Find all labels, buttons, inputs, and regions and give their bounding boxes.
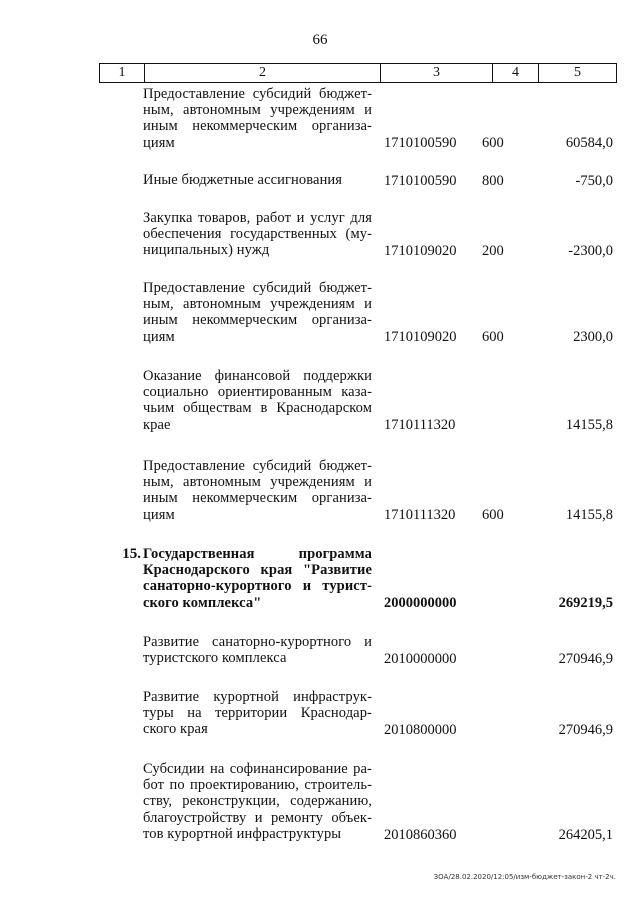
row-amount: -750,0: [575, 172, 613, 189]
row-code: 2000000000: [384, 594, 457, 611]
row-vr: 600: [482, 328, 504, 345]
row-name: Предоставление субсидий бюджет-ным, автономным учреждениям и иным некоммерческим организа-циям: [143, 86, 372, 151]
row-code: 2010800000: [384, 721, 457, 738]
row-name: Развитие курортной инфраструк-туры на территории Краснодар-ского края: [143, 689, 372, 738]
row-amount: 269219,5: [558, 594, 613, 611]
page-number: 66: [312, 32, 328, 48]
footer-stamp: ЗОА/28.02.2020/12:05/изм-бюджет-закон-2 чт-2ч.: [433, 873, 616, 881]
table-header: [99, 63, 617, 83]
row-name: Иные бюджетные ассигнования: [143, 172, 343, 188]
row-amount: -2300,0: [568, 242, 613, 259]
row-code: 1710111320: [384, 506, 456, 523]
header-col-1: 1: [118, 65, 126, 80]
table-row: [0, 172, 640, 189]
row-vr: 600: [482, 506, 504, 523]
row-amount: 2300,0: [573, 328, 613, 345]
row-name: Оказание финансовой поддержки социально ориентированным каза-чьим обществам в Краснодарском крае: [143, 368, 372, 433]
row-amount: 264205,1: [558, 826, 613, 843]
row-amount: 270946,9: [558, 650, 613, 667]
row-code: 1710109020: [384, 242, 457, 259]
row-amount: 60584,0: [565, 134, 613, 151]
row-vr: 800: [482, 172, 504, 189]
table-row: [0, 689, 640, 738]
header-col-4: 4: [492, 64, 538, 82]
row-code: 1710100590: [384, 134, 457, 151]
table-row: [0, 458, 640, 523]
row-vr: 600: [482, 134, 504, 151]
row-code: 2010000000: [384, 650, 457, 667]
row-name: Закупка товаров, работ и услуг для обеспечения государственных (му-ниципальных) нужд: [143, 210, 372, 259]
row-vr: 200: [482, 242, 504, 259]
section-number: 15.: [122, 546, 141, 562]
row-code: 1710100590: [384, 172, 457, 189]
row-name: Государственная программа Краснодарского края "Развитие санаторно-курортного и турист-ского комплекса": [143, 546, 372, 611]
row-name: Развитие санаторно-курортного и туристского комплекса: [143, 634, 372, 667]
row-code: 1710111320: [384, 416, 456, 433]
table-row: [0, 368, 640, 433]
header-col-2: 2: [144, 64, 380, 82]
row-code: 2010860360: [384, 826, 457, 843]
table-row: [0, 86, 640, 151]
header-col-3: 3: [380, 64, 492, 82]
header-col-5: 5: [538, 64, 616, 82]
table-row: [0, 210, 640, 259]
row-name: Предоставление субсидий бюджет-ным, автономным учреждениям и иным некоммерческим организа-циям: [143, 280, 372, 345]
row-amount: 14155,8: [565, 416, 613, 433]
row-amount: 14155,8: [565, 506, 613, 523]
table-row: [0, 761, 640, 843]
row-code: 1710109020: [384, 328, 457, 345]
table-row: [0, 634, 640, 667]
row-name: Субсидии на софинансирование ра-бот по проектированию, строитель-ству, реконструкции, содержанию, благоустройству и ремонту объек-тов курортной инфраструктуры: [143, 761, 372, 842]
row-amount: 270946,9: [558, 721, 613, 738]
table-row-section: [0, 546, 640, 611]
row-name: Предоставление субсидий бюджет-ным, автономным учреждениям и иным некоммерческим организа-циям: [143, 458, 372, 523]
table-row: [0, 280, 640, 345]
